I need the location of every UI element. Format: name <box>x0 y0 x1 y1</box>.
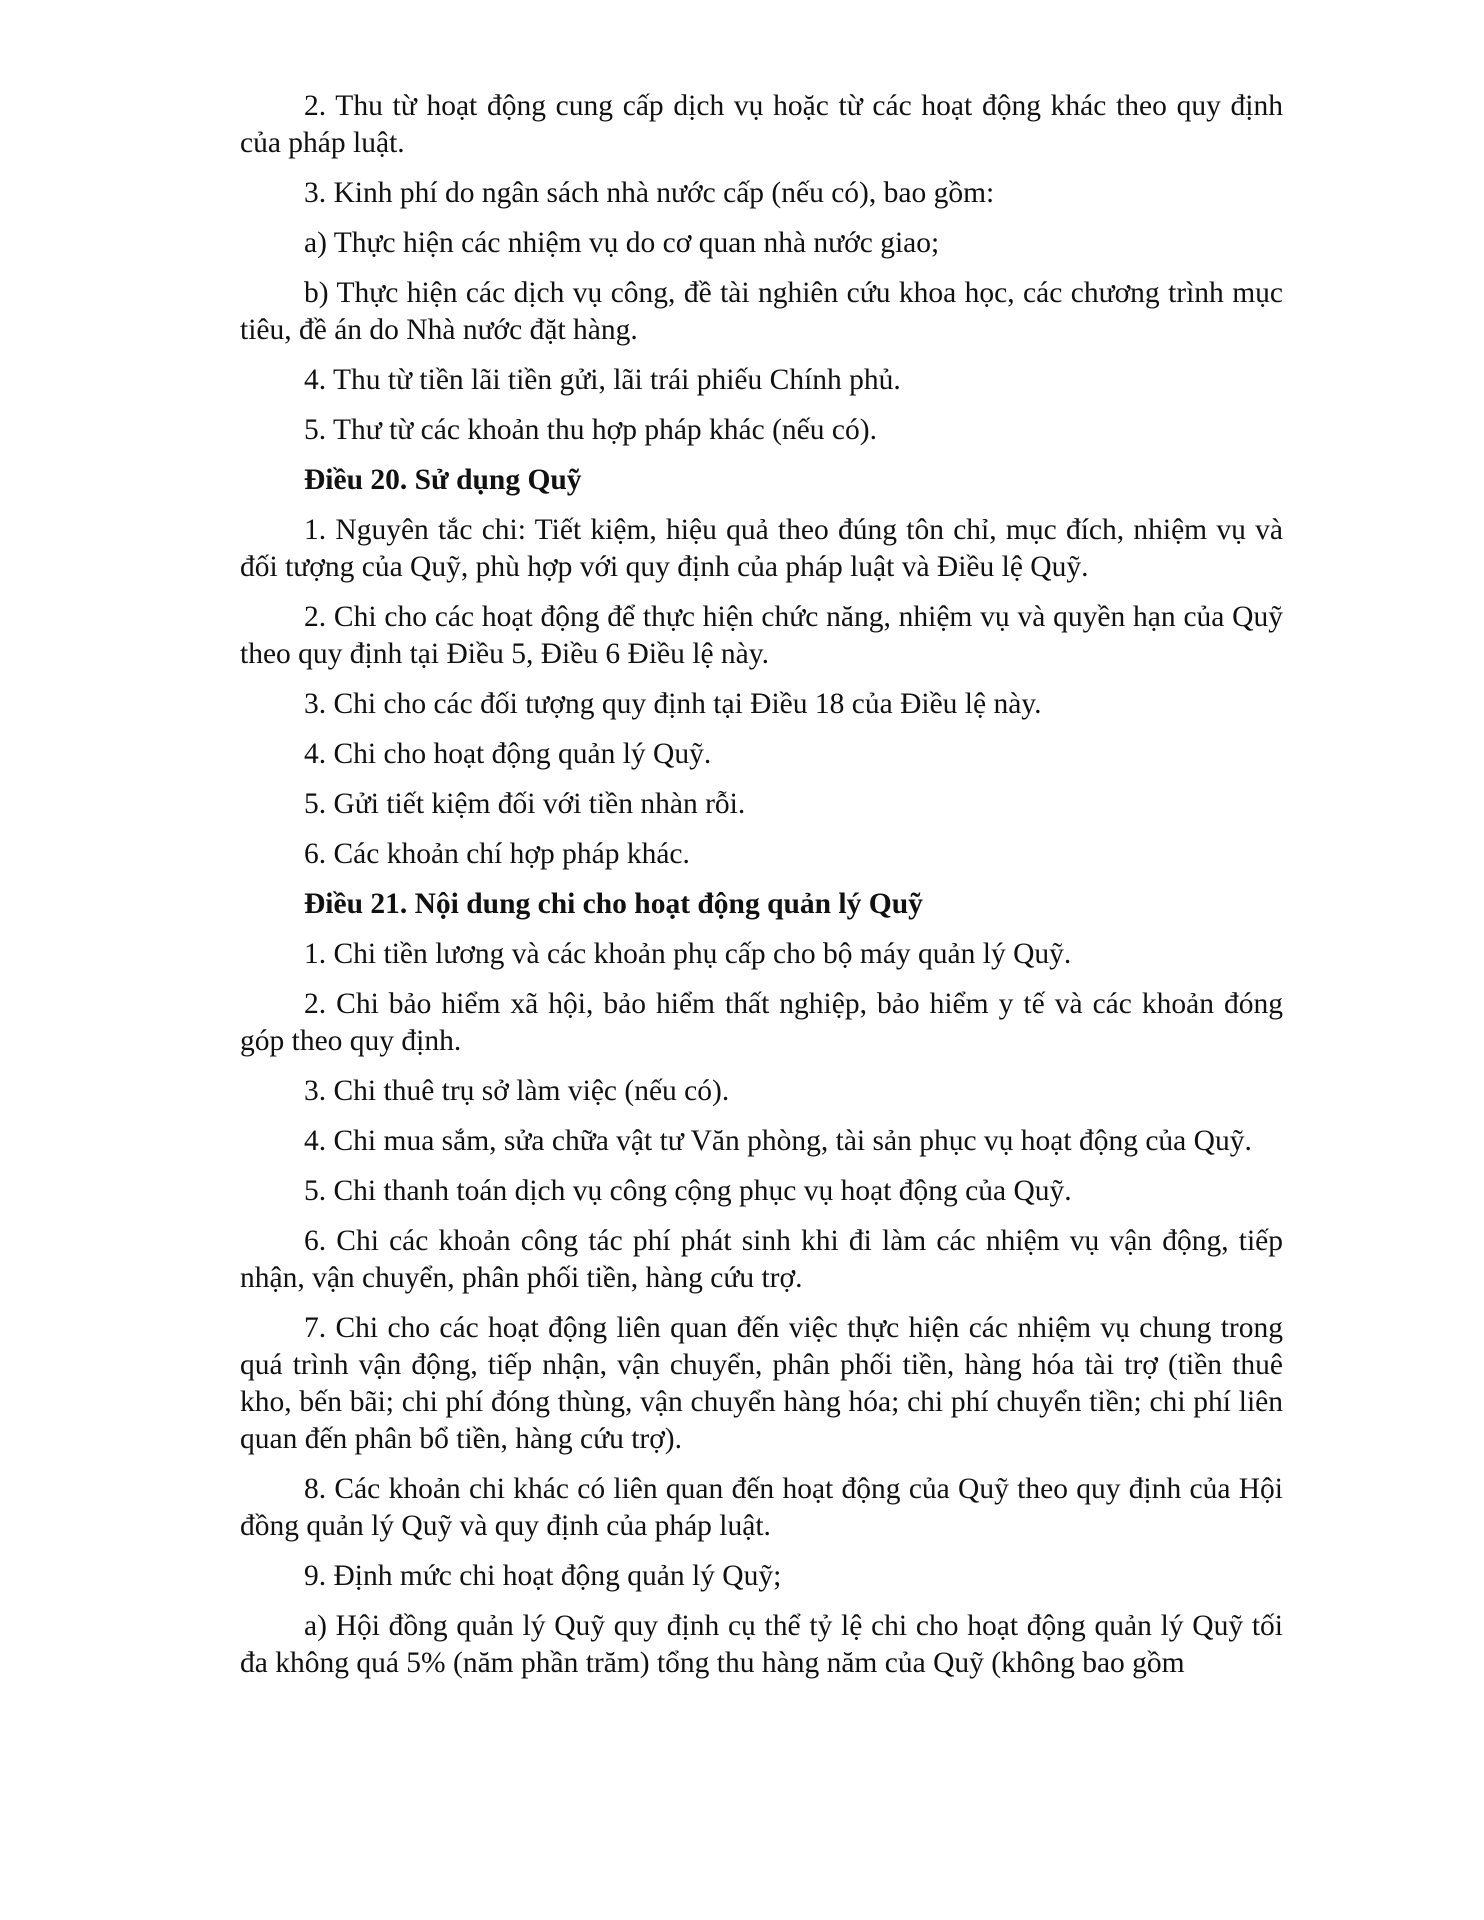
article-heading-21: Điều 21. Nội dung chi cho hoạt động quản lý Quỹ <box>304 888 923 920</box>
paragraph-tien-luong: 1. Chi tiền lương và các khoản phụ cấp cho bộ máy quản lý Quỹ. <box>304 938 1072 970</box>
article-heading-20: Điều 20. Sử dụng Quỹ <box>304 464 582 496</box>
paragraph-cong-tac-phi: 6. Chi các khoản công tác phí phát sinh khi đi làm các nhiệm vụ vận động, tiếp nhận, vận chuyển, phân phối tiền, hàng cứu trợ. <box>240 1225 1283 1294</box>
paragraph-dinh-muc-chi: 9. Định mức chi hoạt động quản lý Quỹ; <box>304 1560 782 1592</box>
paragraph-chi-quan-ly: 4. Chi cho hoạt động quản lý Quỹ. <box>304 738 712 770</box>
paragraph-gui-tiet-kiem: 5. Gửi tiết kiệm đối với tiền nhàn rỗi. <box>304 788 746 820</box>
paragraph-nguyen-tac-chi: 1. Nguyên tắc chi: Tiết kiệm, hiệu quả theo đúng tôn chỉ, mục đích, nhiệm vụ và đối tượng của Quỹ, phù hợp với quy định của pháp luật và Điều lệ Quỹ. <box>240 514 1283 583</box>
paragraph-mua-sam: 4. Chi mua sắm, sửa chữa vật tư Văn phòng, tài sản phục vụ hoạt động của Quỹ. <box>304 1125 1252 1157</box>
paragraph-bao-hiem: 2. Chi bảo hiểm xã hội, bảo hiểm thất nghiệp, bảo hiểm y tế và các khoản đóng góp theo quy định. <box>240 988 1283 1057</box>
paragraph-chi-doi-tuong: 3. Chi cho các đối tượng quy định tại Điều 18 của Điều lệ này. <box>304 688 1042 720</box>
paragraph-thu-hop-phap-khac: 5. Thư từ các khoản thu hợp pháp khác (nếu có). <box>304 414 877 446</box>
document-page <box>240 88 1283 1695</box>
paragraph-chi-khac: 6. Các khoản chí hợp pháp khác. <box>304 838 690 870</box>
paragraph-dich-vu-cong-cong: 5. Chi thanh toán dịch vụ công cộng phục vụ hoạt động của Quỹ. <box>304 1175 1072 1207</box>
paragraph-nhiem-vu-chung: 7. Chi cho các hoạt động liên quan đến việc thực hiện các nhiệm vụ chung trong quá trình vận động, tiếp nhận, vận chuyển, phân phối tiền, hàng hóa tài trợ (tiền thuê kho, bến bãi; chi phí đóng thùng, vận chuyển hàng hóa; chi phí chuyển tiền; chi phí liên quan đến phân bổ tiền, hàng cứu trợ). <box>240 1312 1283 1455</box>
paragraph-nhiem-vu-giao: a) Thực hiện các nhiệm vụ do cơ quan nhà nước giao; <box>304 227 940 259</box>
paragraph-thu-dich-vu: 2. Thu từ hoạt động cung cấp dịch vụ hoặc từ các hoạt động khác theo quy định của pháp luật. <box>240 90 1283 159</box>
paragraph-tien-lai: 4. Thu từ tiền lãi tiền gửi, lãi trái phiếu Chính phủ. <box>304 364 901 396</box>
paragraph-thue-tru-so: 3. Chi thuê trụ sở làm việc (nếu có). <box>304 1075 730 1107</box>
paragraph-ty-le-chi: a) Hội đồng quản lý Quỹ quy định cụ thể tỷ lệ chi cho hoạt động quản lý Quỹ tối đa không quá 5% (năm phần trăm) tổng thu hàng năm của Quỹ (không bao gồm <box>240 1610 1283 1679</box>
paragraph-chi-chuc-nang: 2. Chi cho các hoạt động để thực hiện chức năng, nhiệm vụ và quyền hạn của Quỹ theo quy định tại Điều 5, Điều 6 Điều lệ này. <box>240 601 1283 670</box>
paragraph-khoan-chi-khac: 8. Các khoản chi khác có liên quan đến hoạt động của Quỹ theo quy định của Hội đồng quản lý Quỹ và quy định của pháp luật. <box>240 1473 1283 1542</box>
paragraph-dich-vu-cong: b) Thực hiện các dịch vụ công, đề tài nghiên cứu khoa học, các chương trình mục tiêu, đề án do Nhà nước đặt hàng. <box>240 277 1283 346</box>
paragraph-kinh-phi-ngan-sach: 3. Kinh phí do ngân sách nhà nước cấp (nếu có), bao gồm: <box>304 177 995 209</box>
